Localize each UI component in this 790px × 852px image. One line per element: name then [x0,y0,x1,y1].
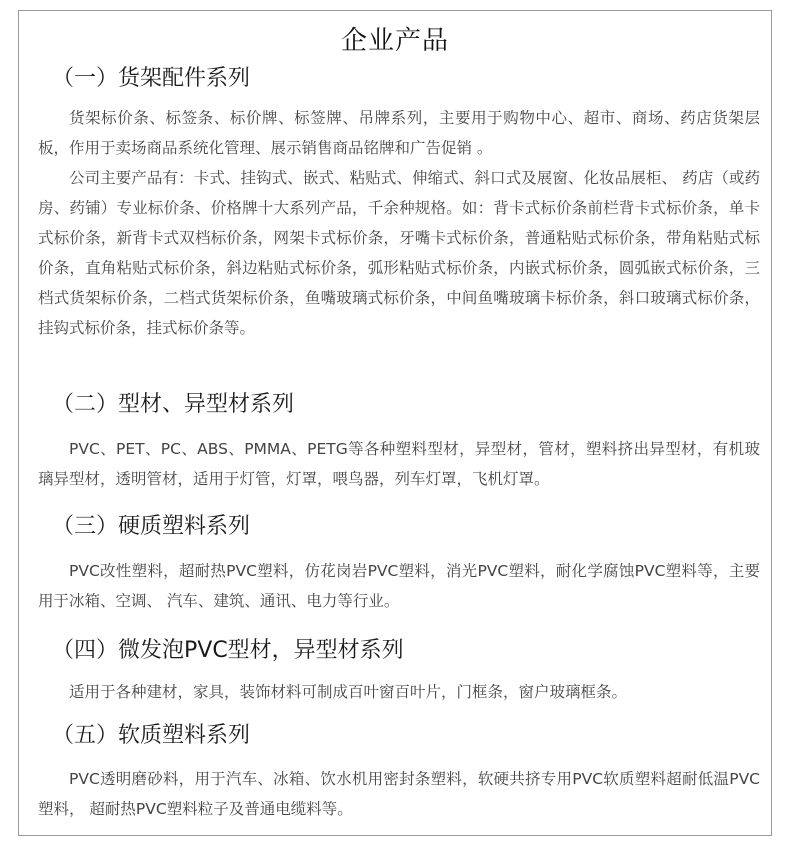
section-heading-profiles: （二）型材、异型材系列 [52,392,295,417]
section-paragraph: 货架标价条、标签条、标价牌、标签牌、吊牌系列，主要用于购物中心、超市、商场、药店货架层板，作用于卖场商品系统化管理、展示销售商品铭牌和广告促销 。 [38,109,760,157]
section-paragraph: PVC透明磨砂料，用于汽车、冰箱、饮水机用密封条塑料，软硬共挤专用PVC软质塑料超耐低温PVC塑料， 超耐热PVC塑料粒子及普通电缆料等。 [38,770,760,818]
section-paragraph: 适用于各种建材，家具，装饰材料可制成百叶窗百叶片，门框条，窗户玻璃框条。 [69,683,628,701]
section-heading-foamed-pvc: （四）微发泡PVC型材，异型材系列 [52,638,404,663]
page-title: 企业产品 [340,26,449,56]
section-paragraph: 公司主要产品有：卡式、挂钩式、嵌式、粘贴式、伸缩式、斜口式及展窗、化妆品展柜、 药店（或药房、药铺）专业标价条、价格牌十大系列产品，千余种规格。如：背卡式标价条前栏背卡式标价条，单卡式标价条，新背卡式双档标价条，网架卡式标价条，牙嘴卡式标价条，普通粘贴式标价条，带角粘贴式标价条，直角粘贴式标价条，斜边粘贴式标价条，弧形粘贴式标价条，内嵌式标价条，圆弧嵌式标价条，三档式货架标价条，二档式货架标价条，鱼嘴玻璃式标价条，中间鱼嘴玻璃卡标价条，斜口玻璃式标价条，挂钩式标价条，挂式标价条等。 [38,169,760,337]
section-heading-shelf-accessories: （一）货架配件系列 [52,66,251,91]
section-heading-soft-plastics: （五）软质塑料系列 [52,723,251,748]
section-paragraph: PVC、PET、PC、ABS、PMMA、PETG等各种塑料型材，异型材，管材，塑料挤出异型材，有机玻璃异型材，透明管材，适用于灯管，灯罩，喂鸟器，列车灯罩，飞机灯罩。 [38,440,760,488]
section-heading-rigid-plastics: （三）硬质塑料系列 [52,514,251,539]
section-paragraph: PVC改性塑料，超耐热PVC塑料，仿花岗岩PVC塑料，消光PVC塑料，耐化学腐蚀PVC塑料等，主要用于冰箱、空调、 汽车、建筑、通讯、电力等行业。 [38,562,760,610]
